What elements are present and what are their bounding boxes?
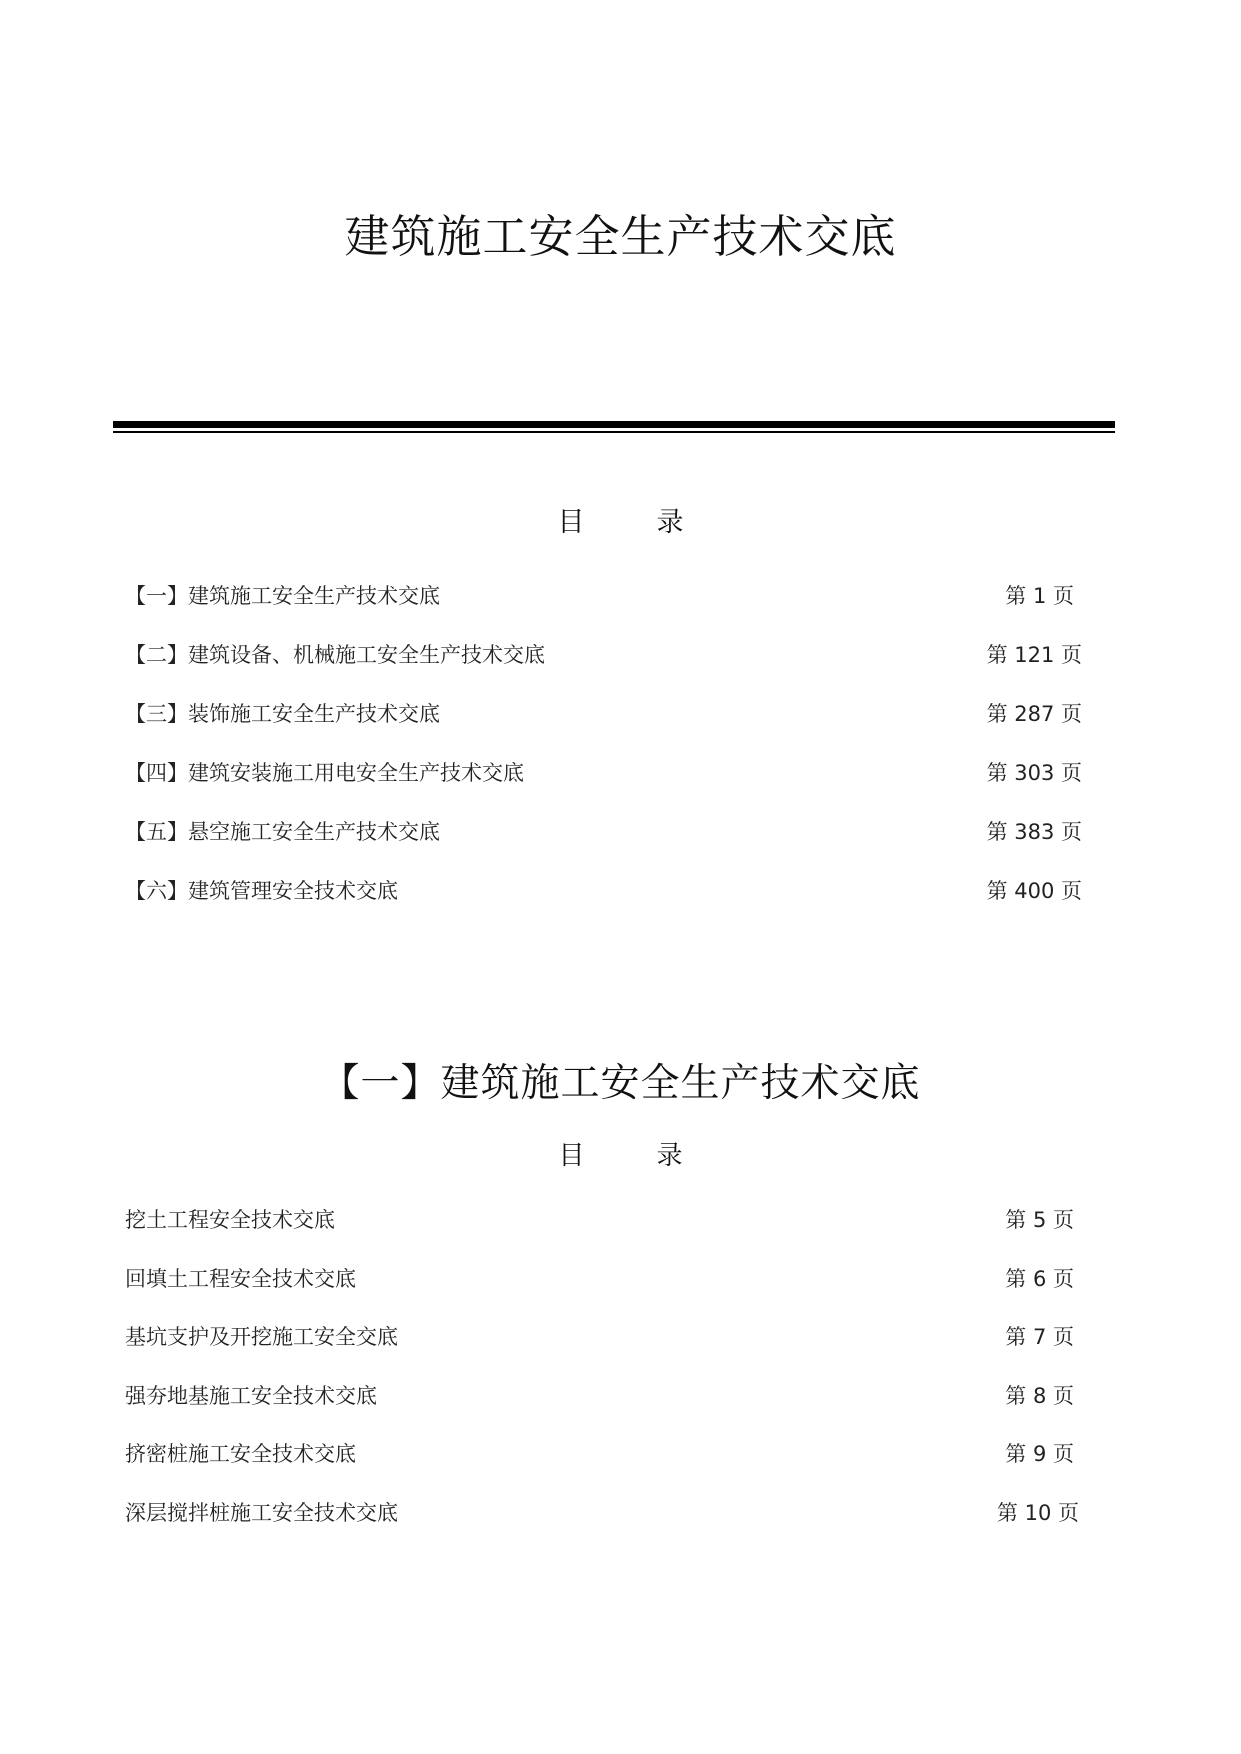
toc-entry-label: 【四】建筑安装施工用电安全生产技术交底 — [125, 761, 524, 785]
main-toc-heading — [0, 503, 1241, 543]
toc-entry[interactable] — [125, 1263, 1082, 1322]
toc-entry-page: 第 121 页 — [986, 643, 1082, 667]
title-divider-thick — [113, 421, 1115, 428]
toc-entry-page: 第 7 页 — [1005, 1325, 1074, 1349]
toc-entry-page: 第 400 页 — [986, 879, 1082, 903]
main-toc-heading-char-2: 录 — [656, 507, 684, 538]
section-one-toc-heading — [0, 1136, 1241, 1176]
toc-entry-label: 【六】建筑管理安全技术交底 — [125, 879, 398, 903]
toc-entry[interactable] — [125, 639, 1082, 698]
document-title: 建筑施工安全生产技术交底 — [344, 210, 897, 263]
main-toc-heading-char-1: 目 — [557, 507, 585, 538]
toc-entry[interactable] — [125, 1497, 1082, 1556]
section-one-toc-heading-char-1: 目 — [558, 1141, 585, 1171]
toc-entry-page: 第 5 页 — [1005, 1208, 1074, 1232]
toc-entry[interactable] — [125, 875, 1082, 934]
toc-entry-page: 第 10 页 — [996, 1500, 1079, 1525]
toc-entry-label: 【三】装饰施工安全生产技术交底 — [125, 702, 440, 726]
toc-entry-label: 【五】悬空施工安全生产技术交底 — [125, 820, 440, 844]
toc-entry-label: 回填土工程安全技术交底 — [125, 1266, 356, 1291]
main-toc-list — [125, 580, 1082, 934]
toc-entry-page: 第 8 页 — [1005, 1383, 1074, 1408]
toc-entry-label: 【一】建筑施工安全生产技术交底 — [125, 584, 440, 608]
toc-entry-page: 第 6 页 — [1005, 1266, 1074, 1291]
toc-entry[interactable] — [125, 816, 1082, 875]
toc-entry-page: 第 383 页 — [986, 820, 1082, 844]
toc-entry-page: 第 303 页 — [986, 761, 1082, 785]
toc-entry-page: 第 1 页 — [1005, 584, 1074, 608]
toc-entry[interactable] — [125, 698, 1082, 757]
toc-entry-label: 挖土工程安全技术交底 — [125, 1208, 335, 1232]
toc-entry-label: 强夯地基施工安全技术交底 — [125, 1383, 377, 1408]
section-one-title: 【一】建筑施工安全生产技术交底 — [320, 1061, 921, 1106]
toc-entry-page: 第 287 页 — [986, 702, 1082, 726]
toc-entry-label: 深层搅拌桩施工安全技术交底 — [125, 1500, 398, 1525]
title-divider-thin — [113, 431, 1115, 433]
toc-entry[interactable] — [125, 1438, 1082, 1497]
toc-entry-page: 第 9 页 — [1005, 1442, 1074, 1466]
section-one-toc-heading-char-2: 录 — [656, 1141, 683, 1171]
toc-entry-label: 【二】建筑设备、机械施工安全生产技术交底 — [125, 643, 545, 667]
toc-entry-label: 基坑支护及开挖施工安全交底 — [125, 1325, 398, 1349]
section-one-toc-list — [125, 1204, 1082, 1555]
toc-entry[interactable] — [125, 1204, 1082, 1263]
toc-entry-label: 挤密桩施工安全技术交底 — [125, 1442, 356, 1466]
toc-entry[interactable] — [125, 1321, 1082, 1380]
toc-entry[interactable] — [125, 757, 1082, 816]
toc-entry[interactable] — [125, 580, 1082, 639]
toc-entry[interactable] — [125, 1380, 1082, 1439]
